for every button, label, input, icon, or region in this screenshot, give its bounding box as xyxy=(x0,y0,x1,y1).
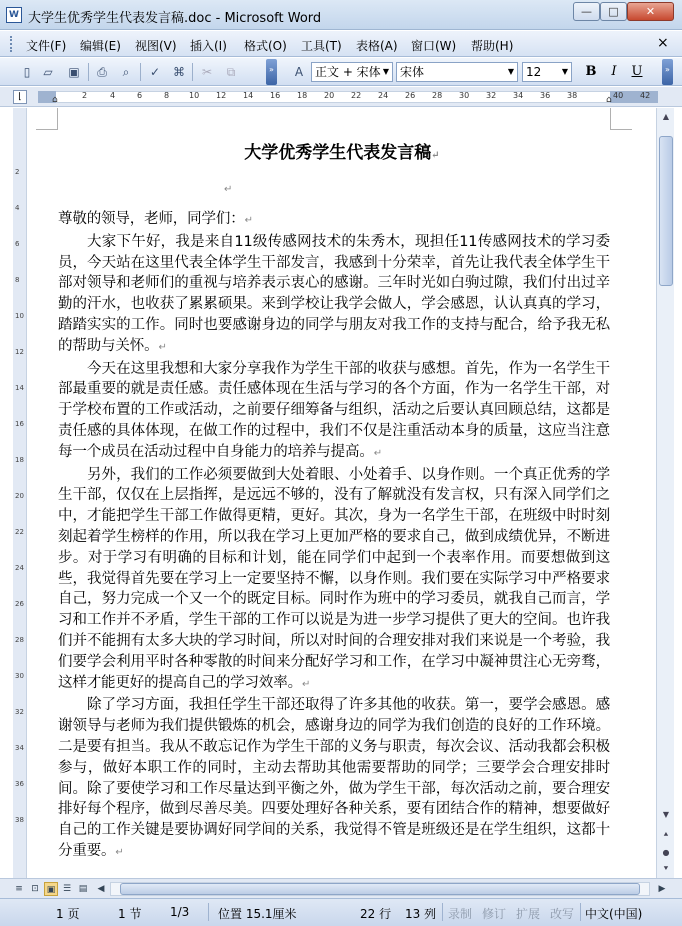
status-line: 22 行 xyxy=(360,907,392,921)
scroll-left-icon[interactable]: ◀ xyxy=(97,884,105,894)
indent-marker-icon[interactable]: ⌂ xyxy=(52,95,58,105)
body-paragraph[interactable] xyxy=(58,465,610,696)
chevron-down-icon[interactable]: ▼ xyxy=(507,67,515,76)
document-title-text: 大学优秀学生代表发言稿 xyxy=(244,143,432,163)
window-title: 大学生优秀学生代表发言稿.doc - Microsoft Word xyxy=(28,11,322,26)
body-paragraph[interactable] xyxy=(58,695,610,863)
styles-icon[interactable]: A xyxy=(294,65,304,79)
salutation-paragraph[interactable] xyxy=(58,209,610,232)
menu-window[interactable]: 窗口(W) xyxy=(411,39,457,53)
toolbar-options-chevron-icon[interactable]: » xyxy=(662,59,673,85)
print-layout-icon[interactable]: ▣ xyxy=(44,882,58,896)
ruler-number: 42 xyxy=(640,91,651,100)
paragraph-text: 大家下午好，我是来自11级传感网技术的朱秀木，现担任11传感网技术的学习委员，今天站在这里代表全体学生干部发言，我感到十分荣幸，首先让我代表全体学生干部对领导和老师们的重视与培养表示衷心的感谢。三年时光如白驹过隙，我们付出过辛勤的汗水，也收获了累累硕果。来到学校让我学会做人，学会感恩，认认真真的学习，踏踏实实的工作。同时也要感谢身边的同学与朋友对我工作的支持与配合，给予我无私的帮助与关怀。 xyxy=(58,233,610,354)
document-close-icon[interactable]: × xyxy=(657,35,669,51)
menu-tools[interactable]: 工具(T) xyxy=(301,39,342,53)
vruler-number: 12 xyxy=(15,348,24,356)
save-icon[interactable]: ▣ xyxy=(68,65,80,79)
italic-button[interactable]: I xyxy=(611,64,617,79)
underline-button[interactable]: U xyxy=(631,64,643,79)
close-button[interactable]: ✕ xyxy=(627,2,674,21)
reading-layout-icon[interactable]: ▤ xyxy=(78,884,88,894)
title-bar xyxy=(0,0,682,30)
vruler-number: 18 xyxy=(15,456,24,464)
ruler-number: 28 xyxy=(432,91,443,100)
status-separator xyxy=(580,903,581,921)
ruler-number: 2 xyxy=(82,91,88,100)
menu-insert[interactable]: 插入(I) xyxy=(190,39,227,53)
status-track-changes[interactable]: 修订 xyxy=(482,907,507,921)
maximize-button[interactable]: □ xyxy=(600,2,627,21)
tab-selector-icon[interactable]: ⌊ xyxy=(13,90,27,104)
status-separator xyxy=(208,903,209,921)
vruler-number: 28 xyxy=(15,636,24,644)
document-page[interactable] xyxy=(28,108,656,878)
horizontal-scrollbar-thumb[interactable] xyxy=(120,883,640,895)
toolbar xyxy=(0,58,682,86)
menu-table[interactable]: 表格(A) xyxy=(356,39,398,53)
horizontal-ruler[interactable] xyxy=(0,87,682,107)
vruler-number: 32 xyxy=(15,708,24,716)
right-indent-marker-icon[interactable]: ⌂ xyxy=(606,95,612,105)
word-app-icon[interactable]: W xyxy=(6,7,22,23)
body-paragraph[interactable] xyxy=(58,359,610,465)
paragraph-mark: ↵ xyxy=(301,678,311,690)
menu-view[interactable]: 视图(V) xyxy=(135,39,177,53)
font-combobox[interactable] xyxy=(396,62,518,82)
browse-object-icon[interactable]: ● xyxy=(662,848,670,857)
font-value: 宋体 xyxy=(400,65,425,79)
style-value: 正文 + 宋体 xyxy=(315,65,381,79)
next-page-icon[interactable]: ⯆ xyxy=(662,864,670,873)
menu-help[interactable]: 帮助(H) xyxy=(471,39,514,53)
document-title[interactable] xyxy=(28,138,656,163)
ruler-number: 30 xyxy=(459,91,470,100)
margin-corner-mark xyxy=(36,108,58,130)
chevron-down-icon[interactable]: ▼ xyxy=(382,67,390,76)
paragraph-mark: ↵ xyxy=(373,447,382,459)
status-section: 1 节 xyxy=(118,907,142,921)
vruler-number: 2 xyxy=(15,168,20,176)
chevron-down-icon[interactable]: ▼ xyxy=(561,67,569,76)
bold-button[interactable]: B xyxy=(585,64,597,79)
minimize-button[interactable]: — xyxy=(573,2,600,21)
menu-format[interactable]: 格式(O) xyxy=(244,39,287,53)
paragraph-mark: ↵ xyxy=(244,215,253,226)
vruler-number: 10 xyxy=(15,312,24,320)
spelling-check-icon[interactable]: ✓ xyxy=(149,65,161,79)
vertical-scrollbar[interactable] xyxy=(656,108,674,878)
vruler-number: 20 xyxy=(15,492,24,500)
body-paragraph[interactable] xyxy=(58,232,610,359)
normal-view-icon[interactable]: ≡ xyxy=(15,884,23,894)
paragraph-text: 今天在这里我想和大家分享我作为学生干部的收获与感想。首先，作为一名学生干部最重要的就是责任感。责任感体现在生活与学习的各个方面，作为一名学生干部，对于学校布置的工作或活动，之前要仔细筹备与组织，活动之后要认真回顾总结，这都是责任感的具体体现，在做工作的过程中，我们不仅是注重活动本身的质量，这应当注意每一个成员在活动过程中自身能力的培养与提高。 xyxy=(58,360,610,460)
status-page: 1 页 xyxy=(56,907,80,921)
font-size-combobox[interactable] xyxy=(522,62,572,82)
ruler-number: 14 xyxy=(243,91,254,100)
ruler-number: 6 xyxy=(137,91,143,100)
ruler-number: 4 xyxy=(110,91,116,100)
vruler-number: 24 xyxy=(15,564,24,572)
vruler-number: 8 xyxy=(15,276,20,284)
paragraph-mark: ↵ xyxy=(224,184,233,195)
vruler-number: 30 xyxy=(15,672,24,680)
open-folder-icon[interactable]: ▱ xyxy=(43,65,53,79)
menu-edit[interactable]: 编辑(E) xyxy=(80,39,121,53)
vruler-number: 14 xyxy=(15,384,24,392)
vruler-number: 22 xyxy=(15,528,24,536)
vruler-number: 38 xyxy=(15,816,24,824)
outline-view-icon[interactable]: ☰ xyxy=(62,884,72,894)
ruler-number: 8 xyxy=(164,91,170,100)
ruler-number: 34 xyxy=(513,91,524,100)
menu-file[interactable]: 文件(F) xyxy=(26,39,67,53)
status-page-of: 1/3 xyxy=(170,905,190,919)
vruler-number: 6 xyxy=(15,240,20,248)
paragraph-mark: ↵ xyxy=(431,150,440,161)
ruler-number: 38 xyxy=(567,91,578,100)
vruler-number: 36 xyxy=(15,780,24,788)
ruler-number: 26 xyxy=(405,91,416,100)
ruler-number: 36 xyxy=(540,91,551,100)
ruler-number: 20 xyxy=(324,91,335,100)
toolbar-separator xyxy=(140,63,141,81)
status-record[interactable]: 录制 xyxy=(448,907,473,921)
vruler-number: 16 xyxy=(15,420,24,428)
menu-grip-handle[interactable] xyxy=(10,36,13,52)
scroll-up-icon[interactable]: ▲ xyxy=(662,112,670,121)
status-separator xyxy=(442,903,443,921)
menu-bar xyxy=(0,31,682,57)
research-icon[interactable]: ⌘ xyxy=(173,65,185,79)
toolbar-separator xyxy=(192,63,193,81)
status-bar xyxy=(0,898,682,926)
vruler-number: 26 xyxy=(15,600,24,608)
ruler-track xyxy=(38,91,658,103)
status-position: 位置 15.1厘米 xyxy=(218,907,297,921)
vertical-ruler[interactable] xyxy=(13,108,27,878)
previous-page-icon[interactable]: ⯅ xyxy=(662,830,670,839)
ruler-number: 12 xyxy=(216,91,227,100)
new-document-icon[interactable]: ▯ xyxy=(23,65,31,79)
salutation-text: 尊敬的领导，老师，同学们： xyxy=(58,211,245,227)
ruler-number: 24 xyxy=(378,91,389,100)
vruler-number: 4 xyxy=(15,204,20,212)
ruler-number: 16 xyxy=(270,91,281,100)
document-body[interactable] xyxy=(58,209,610,864)
ruler-number: 18 xyxy=(297,91,308,100)
paragraph-mark: ↵ xyxy=(158,341,167,353)
scrollbar-thumb[interactable] xyxy=(659,136,673,286)
style-combobox[interactable] xyxy=(311,62,393,82)
paragraph-text: 另外，我们的工作必须要做到大处着眼、小处着手、以身作则。一个真正优秀的学生干部，仅仅在上层指挥，是远远不够的，没有了解就没有发言权，只有深入同学们之中，才能把学生干部工作做得更精，更好。其次，身为一名学生干部，在班级中时时刻刻起着学生榜样的作用，所以我在学习上更加严格的要求自己，做到成绩优异，不断进步。对于学习有明确的目标和计划，能在同学们中起到一个表率作用。而要想做到这些，我觉得首先要在学习上一定要坚持不懈，以身作则。我们要在实际学习中严格要求自己，努力完成一个又一个的既定目标。同时作为班中的学习委员，就我自己而言，学习和工作并不矛盾，学生干部的工作可以说是为进一步学习提供了更大的空间。也许我们并不能拥有太多大块的学习时间，所以对时间的合理安排对我们来说是一个考验，我们要学会利用平时各种零散的时间来分配好学习和工作，在学习中凝神贯注心无旁骛，这样才能更好的提高自己的学习效率。 xyxy=(58,466,610,691)
print-preview-icon[interactable]: ⌕ xyxy=(122,65,130,79)
paragraph-mark: ↵ xyxy=(115,846,124,858)
ruler-number: 32 xyxy=(486,91,497,100)
print-icon[interactable]: ⎙ xyxy=(97,65,107,79)
font-size-value: 12 xyxy=(526,65,542,79)
toolbar-options-chevron-icon[interactable]: » xyxy=(266,59,277,85)
margin-corner-mark xyxy=(610,108,632,130)
copy-icon[interactable]: ⧉ xyxy=(226,65,236,79)
ruler-number: 40 xyxy=(613,91,624,100)
web-layout-icon[interactable]: ⊡ xyxy=(31,884,39,894)
ruler-number: 22 xyxy=(351,91,362,100)
horizontal-scroll-area xyxy=(0,878,682,898)
status-column: 13 列 xyxy=(405,907,437,921)
vruler-number: 34 xyxy=(15,744,24,752)
toolbar-separator xyxy=(88,63,89,81)
cut-icon[interactable]: ✂ xyxy=(201,65,213,79)
status-extend[interactable]: 扩展 xyxy=(516,907,541,921)
scroll-down-icon[interactable]: ▼ xyxy=(662,810,670,819)
scroll-right-icon[interactable]: ▶ xyxy=(658,884,666,894)
status-overtype[interactable]: 改写 xyxy=(550,907,575,921)
paragraph-text: 除了学习方面，我担任学生干部还取得了许多其他的收获。第一，要学会感恩。感谢领导与老师为我们提供锻炼的机会，感谢身边的同学为我们创造的良好的工作环境。二是要有担当。我从不敢忘记作为学生干部的义务与职责，每次会议、活动我都会积极参与，做好本职工作的同时，主动去帮助其他需要帮助的同学；三要学会合理安排时间。除了要使学习和工作尽量达到平衡之外，做为学生干部，每次活动之前，要合理安排好每个程序，做到尽善尽美。四要处理好各种关系，要有团结合作的精神，想要做好自己的工作关键是要协调好同学间的关系，我觉得不管是班级还是在学生组织，这都十分重要。 xyxy=(58,697,610,859)
ruler-number: 10 xyxy=(189,91,200,100)
status-language[interactable]: 中文(中国) xyxy=(585,907,643,921)
